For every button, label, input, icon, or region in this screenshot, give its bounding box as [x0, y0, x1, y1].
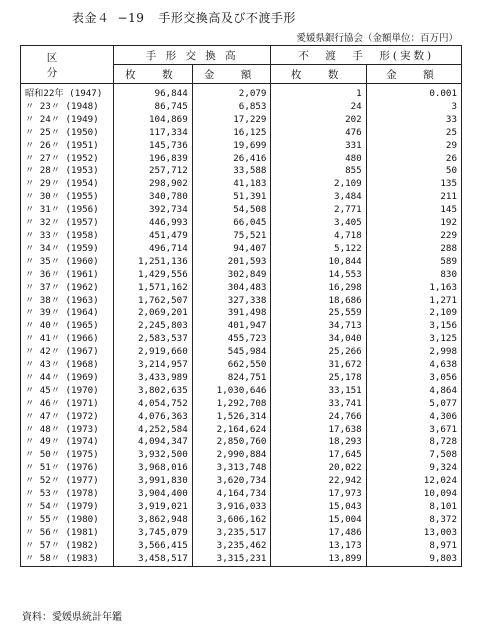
row-year: 〃 24〃 (1949) — [21, 114, 114, 127]
cell-clearing-count: 3,214,957 — [114, 359, 193, 372]
cell-dishonored-count: 202 — [271, 114, 366, 127]
cell-clearing-amount: 545,984 — [192, 346, 271, 359]
cell-dishonored-amount: 3,056 — [366, 372, 461, 385]
cell-clearing-count: 2,245,803 — [114, 320, 193, 333]
cell-dishonored-count: 17,973 — [271, 488, 366, 501]
cell-dishonored-count: 5,122 — [271, 243, 366, 256]
cell-dishonored-amount: 211 — [366, 191, 461, 204]
row-year: 〃 53〃 (1978) — [21, 488, 114, 501]
cell-clearing-amount: 94,407 — [192, 243, 271, 256]
row-year: 〃 45〃 (1970) — [21, 385, 114, 398]
table-body — [21, 84, 462, 567]
cell-clearing-amount: 2,990,884 — [192, 449, 271, 462]
table-row — [21, 333, 462, 346]
row-year: 〃 37〃 (1962) — [21, 282, 114, 295]
cell-clearing-count: 1,571,162 — [114, 282, 193, 295]
table-row — [21, 191, 462, 204]
cell-clearing-amount: 54,508 — [192, 204, 271, 217]
cell-dishonored-count: 18,293 — [271, 436, 366, 449]
cell-dishonored-count: 2,771 — [271, 204, 366, 217]
cell-clearing-amount: 662,550 — [192, 359, 271, 372]
cell-clearing-amount: 401,947 — [192, 320, 271, 333]
cell-dishonored-amount: 8,101 — [366, 501, 461, 514]
cell-dishonored-amount: 50 — [366, 165, 461, 178]
table-title — [72, 9, 296, 26]
table-row — [21, 153, 462, 166]
table-row — [21, 475, 462, 488]
header-amount-1: 金 額 — [192, 65, 271, 84]
cell-clearing-amount: 302,849 — [192, 269, 271, 282]
cell-clearing-amount: 391,498 — [192, 307, 271, 320]
cell-dishonored-count: 15,004 — [271, 514, 366, 527]
row-year: 〃 46〃 (1971) — [21, 398, 114, 411]
cell-dishonored-amount: 29 — [366, 140, 461, 153]
cell-dishonored-amount: 1,163 — [366, 282, 461, 295]
cell-dishonored-amount: 9,803 — [366, 553, 461, 566]
row-year: 〃 51〃 (1976) — [21, 462, 114, 475]
row-year: 〃 47〃 (1972) — [21, 411, 114, 424]
cell-clearing-count: 117,334 — [114, 127, 193, 140]
row-year: 〃 39〃 (1964) — [21, 307, 114, 320]
table-row — [21, 101, 462, 114]
bill-clearing-table — [20, 45, 462, 567]
cell-clearing-amount: 327,338 — [192, 295, 271, 308]
table-row — [21, 501, 462, 514]
table-row — [21, 243, 462, 256]
cell-clearing-amount: 3,620,734 — [192, 475, 271, 488]
row-year: 〃 44〃 (1969) — [21, 372, 114, 385]
cell-dishonored-amount: 33 — [366, 114, 461, 127]
header-count-1: 枚 数 — [114, 65, 193, 84]
cell-dishonored-count: 14,553 — [271, 269, 366, 282]
row-year: 〃 48〃 (1973) — [21, 424, 114, 437]
table-row — [21, 372, 462, 385]
table-row — [21, 165, 462, 178]
cell-dishonored-amount: 0.001 — [366, 84, 461, 101]
table-row — [21, 514, 462, 527]
table-row — [21, 462, 462, 475]
cell-dishonored-count: 2,109 — [271, 178, 366, 191]
cell-clearing-amount: 1,292,708 — [192, 398, 271, 411]
table-row — [21, 256, 462, 269]
cell-clearing-amount: 19,699 — [192, 140, 271, 153]
row-year: 〃 33〃 (1958) — [21, 230, 114, 243]
cell-dishonored-count: 24 — [271, 101, 366, 114]
cell-dishonored-count: 24,766 — [271, 411, 366, 424]
header-amount-2: 金 額 — [366, 65, 461, 84]
cell-clearing-count: 340,780 — [114, 191, 193, 204]
cell-clearing-amount: 3,313,748 — [192, 462, 271, 475]
table-row — [21, 411, 462, 424]
table-row — [21, 424, 462, 437]
row-year: 〃 50〃 (1975) — [21, 449, 114, 462]
header-bill-clearing: 手 形 交 換 高 — [114, 46, 271, 65]
cell-clearing-amount: 51,391 — [192, 191, 271, 204]
table-row — [21, 269, 462, 282]
row-year: 昭和22年 (1947) — [21, 84, 114, 101]
cell-clearing-amount: 16,125 — [192, 127, 271, 140]
table-row — [21, 204, 462, 217]
cell-clearing-amount: 26,416 — [192, 153, 271, 166]
cell-dishonored-amount: 192 — [366, 217, 461, 230]
cell-clearing-count: 496,714 — [114, 243, 193, 256]
cell-dishonored-count: 3,405 — [271, 217, 366, 230]
cell-dishonored-amount: 288 — [366, 243, 461, 256]
row-year: 〃 34〃 (1959) — [21, 243, 114, 256]
table-row — [21, 140, 462, 153]
row-year: 〃 42〃 (1967) — [21, 346, 114, 359]
cell-dishonored-count: 476 — [271, 127, 366, 140]
row-year: 〃 55〃 (1980) — [21, 514, 114, 527]
row-year: 〃 36〃 (1961) — [21, 269, 114, 282]
cell-dishonored-count: 1 — [271, 84, 366, 101]
cell-clearing-count: 1,429,556 — [114, 269, 193, 282]
cell-clearing-count: 4,094,347 — [114, 436, 193, 449]
row-year: 〃 30〃 (1955) — [21, 191, 114, 204]
table-title-number: −19 — [117, 11, 145, 25]
cell-dishonored-amount: 589 — [366, 256, 461, 269]
cell-clearing-amount: 304,483 — [192, 282, 271, 295]
cell-dishonored-count: 25,266 — [271, 346, 366, 359]
cell-dishonored-amount: 1,271 — [366, 295, 461, 308]
table-row — [21, 114, 462, 127]
table-row — [21, 385, 462, 398]
cell-dishonored-amount: 8,728 — [366, 436, 461, 449]
cell-dishonored-count: 17,645 — [271, 449, 366, 462]
table-row — [21, 553, 462, 566]
row-year: 〃 32〃 (1957) — [21, 217, 114, 230]
cell-dishonored-count: 10,844 — [271, 256, 366, 269]
cell-clearing-amount: 4,164,734 — [192, 488, 271, 501]
row-year: 〃 57〃 (1982) — [21, 540, 114, 553]
cell-clearing-amount: 201,593 — [192, 256, 271, 269]
cell-clearing-count: 3,433,989 — [114, 372, 193, 385]
cell-dishonored-amount: 145 — [366, 204, 461, 217]
cell-dishonored-amount: 830 — [366, 269, 461, 282]
cell-dishonored-amount: 135 — [366, 178, 461, 191]
cell-clearing-count: 392,734 — [114, 204, 193, 217]
cell-dishonored-count: 33,741 — [271, 398, 366, 411]
cell-clearing-count: 3,968,016 — [114, 462, 193, 475]
table-row — [21, 527, 462, 540]
cell-clearing-amount: 17,229 — [192, 114, 271, 127]
footer-source: 資料：愛媛県統計年鑑 — [22, 612, 122, 623]
cell-dishonored-amount: 3 — [366, 101, 461, 114]
cell-dishonored-count: 3,484 — [271, 191, 366, 204]
header-kubun: 区 分 — [21, 46, 114, 84]
table-row — [21, 127, 462, 140]
row-year: 〃 31〃 (1956) — [21, 204, 114, 217]
cell-clearing-amount: 824,751 — [192, 372, 271, 385]
cell-dishonored-amount: 2,998 — [366, 346, 461, 359]
cell-clearing-count: 3,919,021 — [114, 501, 193, 514]
table-row — [21, 84, 462, 101]
cell-clearing-amount: 3,606,162 — [192, 514, 271, 527]
cell-clearing-count: 446,993 — [114, 217, 193, 230]
cell-dishonored-count: 18,686 — [271, 295, 366, 308]
cell-clearing-count: 86,745 — [114, 101, 193, 114]
cell-dishonored-count: 34,713 — [271, 320, 366, 333]
cell-clearing-count: 451,479 — [114, 230, 193, 243]
cell-clearing-count: 3,745,079 — [114, 527, 193, 540]
row-year: 〃 58〃 (1983) — [21, 553, 114, 566]
cell-clearing-count: 2,069,201 — [114, 307, 193, 320]
cell-clearing-amount: 455,723 — [192, 333, 271, 346]
row-year: 〃 56〃 (1981) — [21, 527, 114, 540]
cell-clearing-count: 3,932,500 — [114, 449, 193, 462]
cell-dishonored-count: 480 — [271, 153, 366, 166]
cell-dishonored-count: 33,151 — [271, 385, 366, 398]
cell-dishonored-count: 20,022 — [271, 462, 366, 475]
row-year: 〃 52〃 (1977) — [21, 475, 114, 488]
cell-clearing-count: 1,251,136 — [114, 256, 193, 269]
cell-clearing-amount: 66,045 — [192, 217, 271, 230]
cell-clearing-amount: 41,183 — [192, 178, 271, 191]
cell-dishonored-count: 17,486 — [271, 527, 366, 540]
cell-dishonored-count: 331 — [271, 140, 366, 153]
cell-clearing-count: 3,458,517 — [114, 553, 193, 566]
cell-dishonored-amount: 10,094 — [366, 488, 461, 501]
cell-dishonored-amount: 5,077 — [366, 398, 461, 411]
cell-dishonored-amount: 2,109 — [366, 307, 461, 320]
cell-clearing-amount: 2,164,624 — [192, 424, 271, 437]
row-year: 〃 38〃 (1963) — [21, 295, 114, 308]
cell-dishonored-count: 17,638 — [271, 424, 366, 437]
table-row — [21, 449, 462, 462]
cell-clearing-count: 96,844 — [114, 84, 193, 101]
cell-clearing-count: 3,991,830 — [114, 475, 193, 488]
row-year: 〃 23〃 (1948) — [21, 101, 114, 114]
table-row — [21, 178, 462, 191]
cell-clearing-amount: 75,521 — [192, 230, 271, 243]
cell-clearing-amount: 3,235,462 — [192, 540, 271, 553]
cell-dishonored-amount: 12,024 — [366, 475, 461, 488]
cell-clearing-count: 196,839 — [114, 153, 193, 166]
table-row — [21, 217, 462, 230]
cell-dishonored-amount: 4,638 — [366, 359, 461, 372]
row-year: 〃 29〃 (1954) — [21, 178, 114, 191]
cell-dishonored-amount: 4,864 — [366, 385, 461, 398]
cell-dishonored-count: 13,899 — [271, 553, 366, 566]
cell-clearing-amount: 1,030,646 — [192, 385, 271, 398]
header-dishonored-bills: 不 渡 手 形(実数) — [271, 46, 462, 65]
row-year: 〃 41〃 (1966) — [21, 333, 114, 346]
row-year: 〃 43〃 (1968) — [21, 359, 114, 372]
cell-clearing-amount: 6,853 — [192, 101, 271, 114]
cell-clearing-count: 3,802,635 — [114, 385, 193, 398]
cell-dishonored-amount: 3,671 — [366, 424, 461, 437]
cell-dishonored-amount: 4,306 — [366, 411, 461, 424]
cell-clearing-amount: 1,526,314 — [192, 411, 271, 424]
cell-clearing-count: 2,583,537 — [114, 333, 193, 346]
cell-dishonored-amount: 8,971 — [366, 540, 461, 553]
cell-clearing-count: 1,762,507 — [114, 295, 193, 308]
table-row — [21, 230, 462, 243]
row-year: 〃 27〃 (1952) — [21, 153, 114, 166]
row-year: 〃 40〃 (1965) — [21, 320, 114, 333]
source-note: 愛媛県銀行協会（金額単位：百万円） — [296, 33, 458, 44]
cell-dishonored-count: 22,942 — [271, 475, 366, 488]
table-row — [21, 398, 462, 411]
cell-clearing-count: 3,862,948 — [114, 514, 193, 527]
cell-dishonored-count: 16,298 — [271, 282, 366, 295]
row-year: 〃 28〃 (1953) — [21, 165, 114, 178]
cell-clearing-count: 2,919,660 — [114, 346, 193, 359]
cell-clearing-count: 4,252,584 — [114, 424, 193, 437]
cell-dishonored-count: 15,043 — [271, 501, 366, 514]
cell-clearing-count: 4,054,752 — [114, 398, 193, 411]
cell-dishonored-count: 13,173 — [271, 540, 366, 553]
table-title-prefix: 表金４ — [72, 11, 110, 25]
cell-clearing-amount: 3,235,517 — [192, 527, 271, 540]
cell-dishonored-amount: 8,372 — [366, 514, 461, 527]
cell-dishonored-amount: 3,156 — [366, 320, 461, 333]
cell-dishonored-amount: 26 — [366, 153, 461, 166]
table-row — [21, 307, 462, 320]
cell-clearing-amount: 3,315,231 — [192, 553, 271, 566]
cell-clearing-count: 298,902 — [114, 178, 193, 191]
cell-clearing-count: 145,736 — [114, 140, 193, 153]
cell-dishonored-amount: 3,125 — [366, 333, 461, 346]
row-year: 〃 25〃 (1950) — [21, 127, 114, 140]
table-row — [21, 320, 462, 333]
cell-clearing-count: 104,869 — [114, 114, 193, 127]
cell-clearing-amount: 2,079 — [192, 84, 271, 101]
cell-clearing-count: 3,566,415 — [114, 540, 193, 553]
cell-dishonored-amount: 9,324 — [366, 462, 461, 475]
row-year: 〃 35〃 (1960) — [21, 256, 114, 269]
cell-dishonored-count: 25,559 — [271, 307, 366, 320]
table-row — [21, 488, 462, 501]
cell-dishonored-count: 34,040 — [271, 333, 366, 346]
cell-clearing-count: 4,076,363 — [114, 411, 193, 424]
cell-dishonored-amount: 7,508 — [366, 449, 461, 462]
cell-clearing-count: 257,712 — [114, 165, 193, 178]
table-row — [21, 346, 462, 359]
table-row — [21, 359, 462, 372]
cell-dishonored-count: 855 — [271, 165, 366, 178]
cell-dishonored-count: 4,718 — [271, 230, 366, 243]
cell-clearing-count: 3,904,400 — [114, 488, 193, 501]
header-count-2: 枚 数 — [271, 65, 366, 84]
cell-dishonored-amount: 13,003 — [366, 527, 461, 540]
cell-dishonored-count: 25,178 — [271, 372, 366, 385]
table-row — [21, 282, 462, 295]
row-year: 〃 26〃 (1951) — [21, 140, 114, 153]
cell-clearing-amount: 2,850,760 — [192, 436, 271, 449]
table-row — [21, 295, 462, 308]
cell-clearing-amount: 3,916,033 — [192, 501, 271, 514]
cell-dishonored-count: 31,672 — [271, 359, 366, 372]
cell-dishonored-amount: 25 — [366, 127, 461, 140]
row-year: 〃 54〃 (1979) — [21, 501, 114, 514]
table-row — [21, 436, 462, 449]
cell-dishonored-amount: 229 — [366, 230, 461, 243]
cell-clearing-amount: 33,588 — [192, 165, 271, 178]
row-year: 〃 49〃 (1974) — [21, 436, 114, 449]
table-row — [21, 540, 462, 553]
table-title-text: 手形交換高及び不渡手形 — [158, 11, 296, 25]
